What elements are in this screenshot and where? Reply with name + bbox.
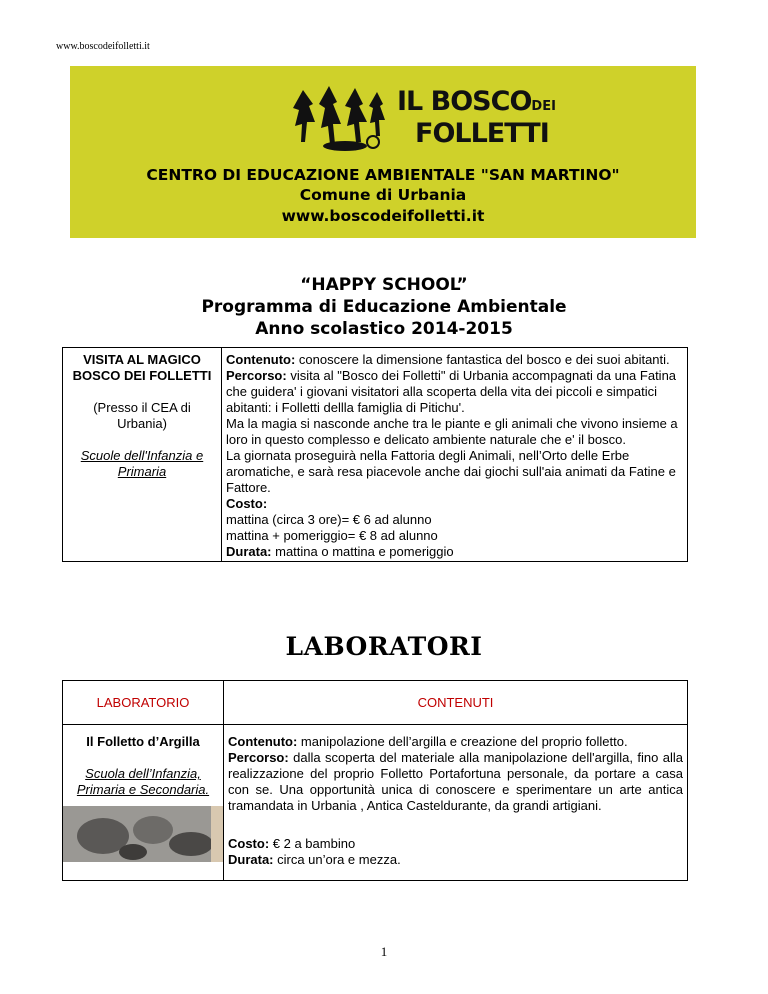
- laboratori-title: LABORATORI: [285, 632, 483, 661]
- banner-title: CENTRO DI EDUCAZIONE AMBIENTALE "SAN MARTINO": [146, 166, 620, 184]
- visit-costo-label: Costo:: [226, 496, 268, 511]
- logo-line2: FOLLETTI: [415, 118, 549, 149]
- visit-table: [62, 347, 688, 562]
- visit-title: VISITA AL MAGICO BOSCO DEI FOLLETTI: [72, 352, 212, 383]
- visit-paragraph-3: La giornata proseguirà nella Fattoria degli Animali, nell’Orto delle Erbe aromatiche, e sarà resa piacevole anche dai giochi sull'aia animati da Fatine e Fattore.: [226, 448, 676, 495]
- col-header-laboratorio: LABORATORIO: [63, 681, 224, 725]
- visit-durata: Durata: mattina o mattina e pomeriggio: [226, 544, 454, 559]
- lab-content-cell: [224, 725, 688, 881]
- col-header-contenuti: CONTENUTI: [224, 681, 688, 725]
- visit-content-cell: [222, 348, 688, 562]
- clay-elves-photo: [63, 806, 223, 862]
- visit-schools: Scuole dell'Infanzia e Primaria: [80, 448, 204, 479]
- logo-wordmark: [397, 88, 556, 147]
- lab-durata: Durata: circa un’ora e mezza.: [228, 852, 401, 867]
- lab-name: Il Folletto d’Argilla: [86, 734, 200, 749]
- header-url: www.boscodeifolletti.it: [56, 41, 150, 52]
- lab-left-cell: [63, 725, 224, 881]
- logo-small: DEI: [531, 99, 556, 114]
- visit-costo-2: mattina + pomeriggio= € 8 ad alunno: [226, 528, 438, 543]
- visit-costo-1: mattina (circa 3 ore)= € 6 ad alunno: [226, 512, 432, 527]
- lab-contenuto: Contenuto: manipolazione dell’argilla e creazione del proprio folletto.: [228, 734, 628, 749]
- lab-schools: Scuola dell’Infanzia, Primaria e Secondaria.: [76, 766, 210, 797]
- lab-costo: Costo: € 2 a bambino: [228, 836, 356, 851]
- banner-site: www.boscodeifolletti.it: [281, 207, 485, 225]
- page-number: 1: [380, 944, 388, 959]
- visit-left-cell: [63, 348, 222, 562]
- lab-percorso: Percorso: dalla scoperta del materiale alla manipolazione dell'argilla, fino alla realizzazione del proprio Folletto Portafortuna personale, da portare a casa con se. Una opportunità unica di conoscere e sperimentare un arte antica tramandata in Urbania , Antica Casteldurante, da grandi artigiani.: [228, 750, 683, 813]
- visit-location: (Presso il CEA di Urbania): [93, 400, 191, 431]
- program-year: Anno scolastico 2014-2015: [255, 319, 513, 339]
- visit-contenuto: Contenuto: conoscere la dimensione fantastica del bosco e dei suoi abitanti.: [226, 352, 670, 367]
- banner-comune: Comune di Urbania: [299, 186, 467, 204]
- laboratori-table: [62, 680, 688, 881]
- logo-line1: IL BOSCO: [397, 86, 532, 117]
- header-banner: [70, 66, 696, 238]
- program-name: “HAPPY SCHOOL”: [300, 275, 468, 295]
- visit-percorso: Percorso: visita al "Bosco dei Folletti" di Urbania accompagnati da una Fatina che guidera' i giovani visitatori alla scoperta della vita dei piccoli e simpatici abitanti: i Folletti dellla famiglia di Pitichu'.: [226, 368, 677, 415]
- visit-paragraph-2: Ma la magia si nasconde anche tra le piante e gli animali che vivono insieme a loro in questo complesso e delicato ambiente naturale che e' il bosco.: [226, 416, 678, 447]
- program-subtitle: Programma di Educazione Ambientale: [201, 297, 567, 317]
